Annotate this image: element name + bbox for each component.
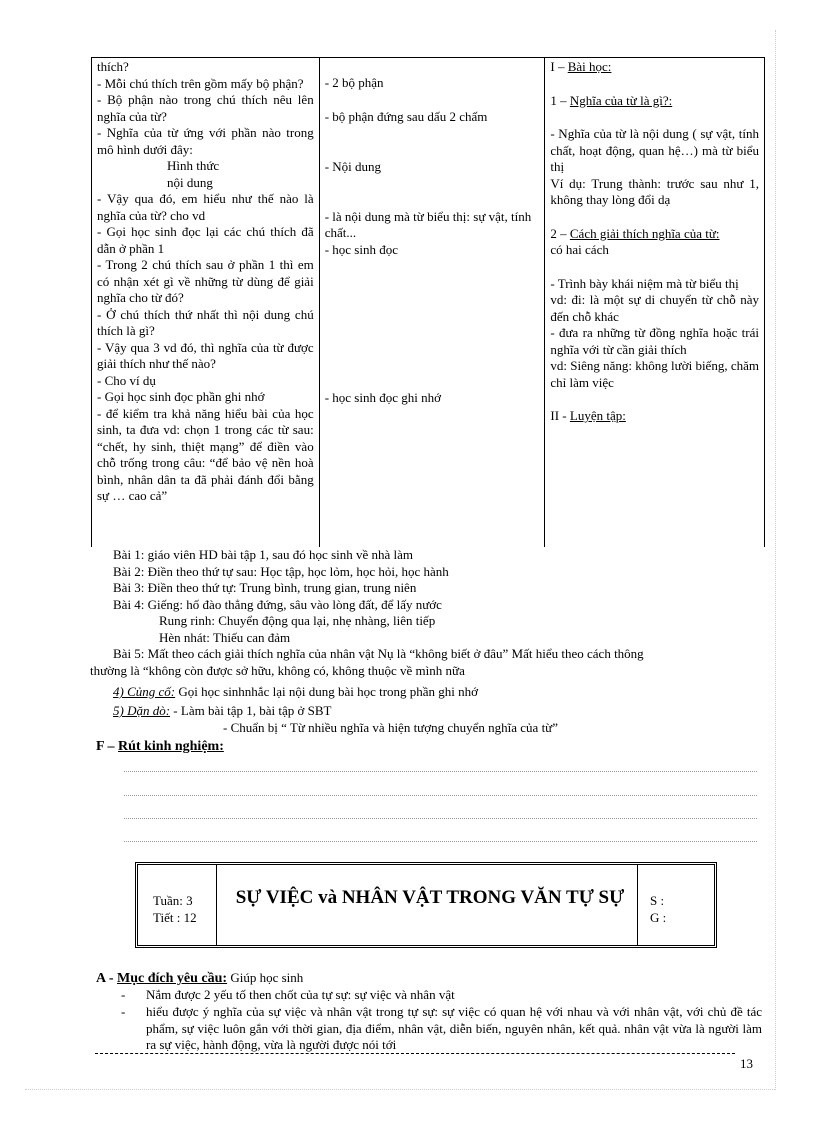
experience-heading: F – Rút kinh nghiệm: — [96, 739, 224, 754]
activity-item: - Bộ phận nào trong chú thích nêu lên nghĩa của từ? — [97, 92, 314, 124]
goal-item: Nắm được 2 yếu tố then chốt của tự sự: sự việc và nhân vật — [146, 987, 455, 1002]
blank-line — [124, 818, 757, 819]
page-edge-bottom — [25, 1089, 775, 1090]
content-text: - đưa ra những từ đồng nghĩa hoặc trái nghĩa với từ cần giải thích — [550, 325, 759, 357]
activity-item: - Vậy qua 3 vd đó, thì nghĩa của từ được giải thích như thế nào? — [97, 339, 314, 371]
activity-item: - Trong 2 chú thích sau ở phần 1 thì em có nhận xét gì về những từ dùng để giải nghĩa cho từ đó? — [97, 257, 314, 305]
content-text: vd: đi: là một sự di chuyển từ chỗ này đến chỗ khác — [550, 292, 759, 324]
exercise-item: Bài 5: Mất theo cách giải thích nghĩa của nhân vật Nụ là “không biết ở đâu” Mất hiểu theo cách thông — [113, 646, 644, 661]
week-label: Tuần: 3 — [153, 893, 193, 908]
section-heading: 1 – Nghĩa của từ là gì?: — [550, 92, 673, 108]
content-text: Ví dụ: Trung thành: trước sau như 1, không thay lòng đổi dạ — [550, 175, 759, 207]
consolidation-line: 4) Củng cố: Gọi học sinhnhắc lại nội dung bài học trong phần ghi nhớ — [113, 684, 479, 699]
student-item: - 2 bộ phận — [324, 75, 384, 90]
student-item: - bộ phận đứng sau dấu 2 chấm — [324, 108, 488, 124]
activity-item: - Mỗi chú thích trên gồm mấy bộ phận? — [97, 75, 304, 91]
bullet: - — [121, 987, 126, 1002]
page-number: 13 — [740, 1056, 753, 1071]
student-item: - học sinh đọc ghi nhớ — [324, 390, 441, 405]
student-item: - Nội dung — [324, 159, 382, 174]
blank-line — [124, 771, 757, 772]
activity-item: - Vậy qua đó, em hiểu như thế nào là nghĩa của từ? cho vd — [97, 191, 314, 223]
content-column — [545, 58, 765, 547]
activity-item: - Gọi học sinh đọc phần ghi nhớ — [97, 389, 265, 404]
activity-item: - Nghĩa của từ ứng với phần nào trong mô hình dưới đây: — [97, 125, 314, 157]
exercise-item: Bài 3: Điền theo thứ tự: Trung bình, trung gian, trung niên — [113, 580, 417, 595]
date-cell — [637, 865, 714, 945]
teacher-activities-column — [92, 58, 320, 547]
homework-line-2: - Chuẩn bị “ Từ nhiều nghĩa và hiện tượng chuyển nghĩa của từ” — [223, 720, 558, 735]
activity-item: thích? — [97, 59, 129, 74]
goal-item: hiểu được ý nghĩa của sự việc và nhân vật trong tự sự: sự việc có quan hệ với nhau và với nhân vật, với chủ đề tác phẩm, sự việc luôn gắn với thời gian, địa điểm, nhân vật, diễn biến, nguyên nhân, kết quả. nhân vật vừa là người làm ra sự việc, hành động, vừa là người được nói tới — [146, 1004, 762, 1052]
footer-rule — [95, 1053, 735, 1054]
week-cell — [138, 865, 217, 945]
s-label: S : — [650, 893, 665, 908]
bullet: - — [121, 1004, 126, 1019]
exercise-item: Bài 2: Điền theo thứ tự sau: Học tập, học lỏm, học hỏi, học hành — [113, 563, 449, 579]
content-text: vd: Siêng năng: không lười biếng, chăm chỉ làm việc — [550, 358, 759, 390]
student-item: - học sinh đọc — [324, 241, 398, 257]
content-text: - Trình bày khái niệm mà từ biểu thị — [550, 275, 739, 291]
exercise-list — [90, 547, 773, 679]
section-heading: II - Luyện tập: — [550, 408, 626, 423]
student-activities-column — [319, 58, 545, 547]
section-heading: 2 – Cách giải thích nghĩa của từ: — [550, 225, 720, 241]
student-item: - là nội dung mà từ biểu thị: sự vật, tính chất... — [324, 208, 532, 240]
activity-item: - để kiểm tra khả năng hiểu bài của học sinh, ta đưa vd: chọn 1 trong các từ sau: “chết, hy sinh, thiệt mạng” để điền vào chỗ trống trong câu: “để bảo vệ nền hoà bình, nhân dân ta đã phải đánh đổi bằng sự … cao cả” — [97, 405, 314, 503]
homework-line: 5) Dặn dò: - Làm bài tập 1, bài tập ở SBT — [113, 703, 332, 718]
model-form: Hình thức — [167, 158, 220, 173]
blank-line — [124, 841, 757, 842]
period-label: Tiết : 12 — [153, 910, 197, 925]
content-text: có hai cách — [550, 242, 609, 257]
g-label: G : — [650, 910, 667, 925]
exercise-item: thường là “không còn được sở hữu, không có, không thuộc về mình nữa — [90, 662, 465, 678]
lesson-header-box — [135, 862, 717, 948]
exercise-item: Hèn nhát: Thiếu can đảm — [159, 629, 291, 645]
exercise-item: Bài 4: Giếng: hố đào thẳng đứng, sâu vào lòng đất, để lấy nước — [113, 596, 442, 612]
model-content: nội dung — [167, 174, 213, 190]
section-heading: I – Bài học: — [550, 59, 612, 74]
activity-item: - Cho ví dụ — [97, 372, 156, 388]
exercise-item: Rung rinh: Chuyển động qua lại, nhẹ nhàng, liên tiếp — [159, 613, 436, 628]
content-text: - Nghĩa của từ là nội dung ( sự vật, tính chất, hoạt động, quan hệ…) mà từ biểu thị — [550, 126, 759, 174]
lesson-title: SỰ VIỆC và NHÂN VẬT TRONG VĂN TỰ SỰ — [235, 887, 625, 908]
section-a-heading: A - Mục đích yêu cầu: Giúp học sinh — [96, 970, 304, 986]
blank-line — [124, 795, 757, 796]
activity-item: - Gọi học sinh đọc lại các chú thích đã dẫn ở phần 1 — [97, 224, 314, 256]
lesson-table — [91, 57, 765, 547]
activity-item: - Ở chú thích thứ nhất thì nội dung chú thích là gì? — [97, 306, 314, 338]
exercise-item: Bài 1: giáo viên HD bài tập 1, sau đó học sinh về nhà làm — [113, 547, 414, 562]
page-edge-right — [775, 30, 776, 1090]
